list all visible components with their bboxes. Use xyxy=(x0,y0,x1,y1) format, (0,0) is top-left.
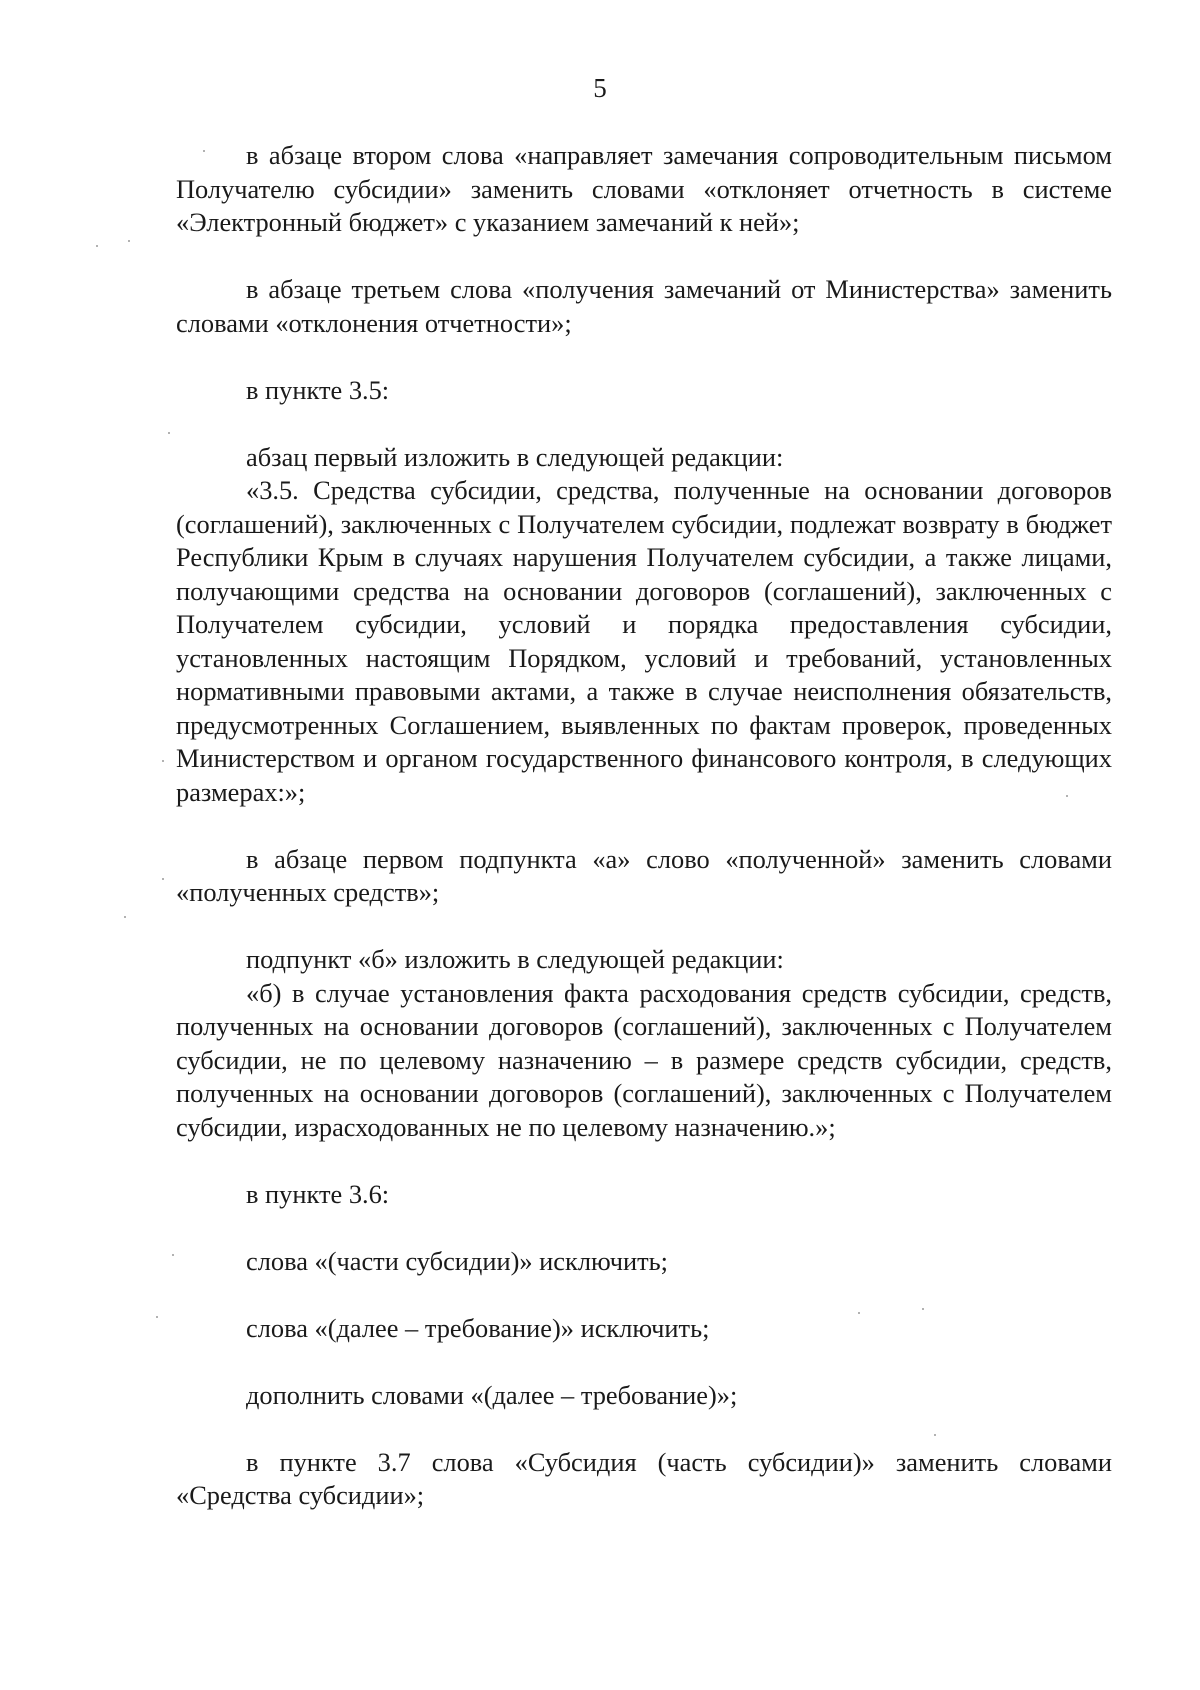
scan-speck xyxy=(162,878,164,880)
scan-speck xyxy=(1066,795,1068,797)
paragraph-podpunkt-a: в абзаце первом подпункта «а» слово «полученной» заменить словами «полученных средств»; xyxy=(176,843,1112,907)
paragraph-abzac-vtoroy: в абзаце втором слова «направляет замечания сопроводительным письмом Получателю субсидии» заменить словами «отклоняет отчетность в системе «Электронный бюджет» с указанием замечаний к ней»; xyxy=(176,140,1112,237)
paragraph-punkt-3-5: в пункте 3.5: xyxy=(246,374,390,405)
paragraph-punkt-3-7: в пункте 3.7 слова «Субсидия (часть субсидии)» заменить словами «Средства субсидии»; xyxy=(176,1446,1112,1510)
scan-speck xyxy=(96,245,98,247)
scan-speck xyxy=(128,240,130,242)
scan-speck xyxy=(934,1434,936,1436)
paragraph-quote-3-5: «3.5. Средства субсидии, средства, полученные на основании договоров (соглашений), заключенных с Получателем субсидии, подлежат возврату в бюджет Республики Крым в случаях нарушения Получателем субсидии, а также лицами, получающими средства на основании договоров (соглашений), заключенных с Получателем субсидии, условий и порядка предоставления субсидии, установленных настоящим Порядком, условий и требований, установленных нормативными правовыми актами, а также в случае неисполнения обязательств, предусмотренных Соглашением, выявленных по фактам проверок, проведенных Министерством и органом государственного финансового контроля, в следующих размерах:»; xyxy=(176,475,1112,807)
scan-speck xyxy=(172,1254,174,1256)
scan-speck xyxy=(162,760,164,762)
paragraph-chasti-subsidii: слова «(части субсидии)» исключить; xyxy=(246,1245,669,1276)
scan-speck xyxy=(203,150,205,152)
paragraph-abzac-perviy-redakciya: абзац первый изложить в следующей редакции: xyxy=(246,441,784,472)
scan-speck xyxy=(922,1308,924,1310)
paragraph-podpunkt-b-redakciya: подпункт «б» изложить в следующей редакции: xyxy=(246,944,784,974)
paragraph-abzac-tretiy: в абзаце третьем слова «получения замечаний от Министерства» заменить словами «отклонения отчетности»; xyxy=(176,274,1112,338)
scan-speck xyxy=(168,432,170,434)
page-number: 5 xyxy=(593,73,607,103)
scan-speck xyxy=(156,1316,158,1318)
paragraph-dalee-trebovanie-isklyuchit: слова «(далее – требование)» исключить; xyxy=(246,1312,710,1343)
paragraph-punkt-3-6: в пункте 3.6: xyxy=(246,1178,390,1209)
paragraph-dopolnit: дополнить словами «(далее – требование)»; xyxy=(246,1379,738,1410)
scan-speck xyxy=(858,1312,860,1314)
paragraph-quote-b: «б) в случае установления факта расходования средств субсидии, средств, полученных на основании договоров (соглашений), заключенных с Получателем субсидии, не по целевому назначению – в размере средств субсидии, средств, полученных на основании договоров (соглашений), заключенных с Получателем субсидии, израсходованных не по целевому назначению.»; xyxy=(176,977,1112,1142)
scan-speck xyxy=(124,916,126,918)
document-body xyxy=(176,139,1112,1513)
